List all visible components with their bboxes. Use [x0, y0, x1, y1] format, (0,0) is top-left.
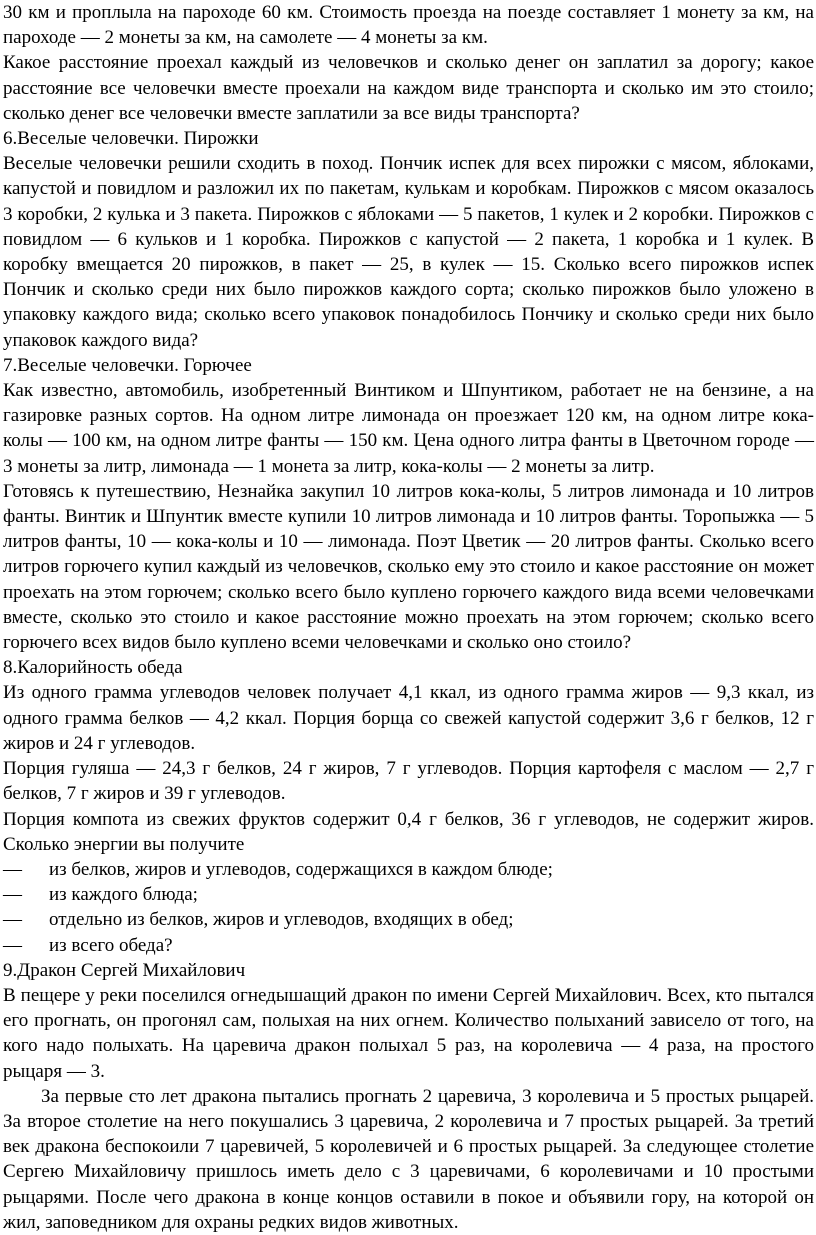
list-item [3, 933, 814, 958]
list-item [3, 857, 814, 882]
list-item-text: отдельно из белков, жиров и углеводов, входящих в обед; [49, 909, 514, 931]
task-7-paragraph-1: Как известно, автомобиль, изобретенный Винтиком и Шпунтиком, работает не на бензине, а на газировке разных сортов. На одном литре лимонада он проезжает 120 км, на одном литре кока-колы — 100 км, на одном литре фанты — 150 км. Цена одного литра фанты в Цветочном городе — 3 монеты за литр, лимонада — 1 монета за литр, кока-колы — 2 монеты за литр. [3, 380, 814, 477]
list-item-text: из всего обеда? [49, 934, 173, 956]
list-item-text: из каждого блюда; [49, 884, 198, 906]
dash-marker: — [3, 934, 22, 956]
list-item [3, 907, 814, 932]
task-8-paragraph-1: Из одного грамма углеводов человек получает 4,1 ккал, из одного грамма жиров — 9,3 ккал, из одного грамма белков — 4,2 ккал. Порция борща со свежей капустой содержит 3,6 г белков, 12 г жиров и 24 г углеводов. [3, 682, 814, 754]
dash-marker: — [3, 884, 22, 906]
intro-paragraph-1: 30 км и проплыла на пароходе 60 км. Стоимость проезда на поезде составляет 1 монету за км, на пароходе — 2 монеты за км, на самолете — 4 монеты за км. [3, 2, 814, 49]
list-item [3, 882, 814, 907]
task-6-heading: 6.Веселые человечки. Пирожки [3, 128, 259, 150]
task-7-heading: 7.Веселые человечки. Горючее [3, 354, 252, 376]
list-item-text: из белков, жиров и углеводов, содержащихся в каждом блюде; [49, 858, 553, 880]
task-9-heading: 9.Дракон Сергей Михайлович [3, 959, 246, 981]
task-9-paragraph-1: В пещере у реки поселился огнедышащий дракон по имени Сергей Михайлович. Всех, кто пытался его прогнать, он прогонял сам, полыхая на них огнем. Количество полыханий зависело от того, на кого надо полыхать. На царевича дракон полыхал 5 раз, на королевича — 4 раза, на простого рыцаря — 3. [3, 984, 814, 1082]
intro-paragraph-2: Какое расстояние проехал каждый из человечков и сколько денег он заплатил за дорогу; какое расстояние все человечки вместе проехали на каждом виде транспорта и сколько им это стоило; сколько денег все человечки вместе заплатили за все виды транспорта? [3, 52, 814, 124]
task-7-paragraph-2: Готовясь к путешествию, Незнайка закупил 10 литров кока-колы, 5 литров лимонада и 10 литров фанты. Винтик и Шпунтик вместе купили 10 литров лимонада и 10 литров фанты. Торопыжка — 5 литров фанты, 10 — кока-колы и 10 — лимонада. Поэт Цветик — 20 литров фанты. Сколько всего литров горючего купил каждый из человечков, сколько ему это стоило и какое расстояние он может проехать на этом горючем; сколько всего было куплено горючего каждого вида всеми человечками вместе, сколько это стоило и какое расстояние можно проехать на этом горючем; сколько всего горючего всех видов было куплено всеми человечками и сколько оно стоило? [3, 480, 814, 654]
task-8-paragraph-3: Порция компота из свежих фруктов содержит 0,4 г белков, 36 г углеводов, не содержит жиров. Сколько энергии вы получите [3, 808, 814, 855]
dash-marker: — [3, 858, 22, 880]
task-9-paragraph-2: За первые сто лет дракона пытались прогнать 2 царевича, 3 королевича и 5 простых рыцарей. За второе столетие на него покушались 3 царевича, 2 королевича и 7 простых рыцарей. За третий век дракона беспокоили 7 царевичей, 5 королевичей и 6 простых рыцарей. За следующее столетие Сергею Михайловичу пришлось иметь дело с 3 царевичами, 6 королевичами и 10 простыми рыцарями. После чего дракона в конце концов оставили в покое и объявили гору, на которой он жил, заповедником для охраны редких видов животных. [3, 1085, 814, 1233]
dash-marker: — [3, 909, 22, 931]
task-8-paragraph-2: Порция гуляша — 24,3 г белков, 24 г жиров, 7 г углеводов. Порция картофеля с маслом — 2,7 г белков, 7 г жиров и 39 г углеводов. [3, 758, 814, 805]
task-8-heading: 8.Калорийность обеда [3, 657, 183, 679]
task-6-paragraph: Веселые человечки решили сходить в поход. Пончик испек для всех пирожки с мясом, яблоками, капустой и повидлом и разложил их по пакетам, кулькам и коробкам. Пирожков с мясом оказалось 3 коробки, 2 кулька и 3 пакета. Пирожков с яблоками — 5 пакетов, 1 кулек и 2 коробки. Пирожков с повидлом — 6 кульков и 1 коробка. Пирожков с капустой — 2 пакета, 1 коробка и 1 кулек. В коробку вмещается 20 пирожков, в пакет — 25, в кулек — 15. Сколько всего пирожков испек Пончик и сколько среди них было пирожков каждого сорта; сколько пирожков было уложено в упаковку каждого вида; сколько всего упаковок понадобилось Пончику и сколько среди них было упаковок каждого вида? [3, 153, 814, 351]
